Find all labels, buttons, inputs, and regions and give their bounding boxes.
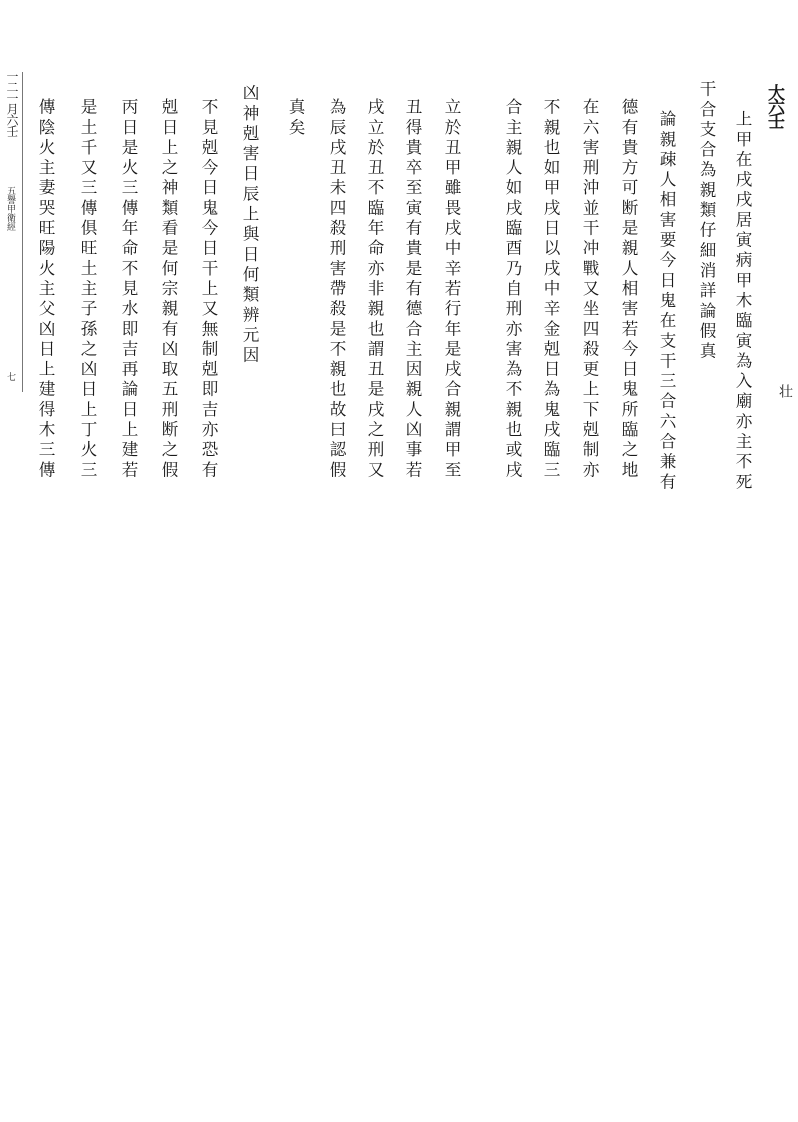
text-column-5: 在六害刑沖並干冲戰又坐四殺更上下剋制亦 [580,98,599,481]
text-column-7: 合主親人如戌臨酉乃自刑亦害為不親也或戌 [503,98,522,481]
text-column-3: 論親疎人相害要今日鬼在支干三合六合兼有 [657,110,676,493]
book-name: 五譽甲衛經 [5,186,15,231]
text-column-12: 真矣 [286,98,305,139]
text-column-6: 不親也如甲戌日以戌中辛金剋日為鬼戌臨三 [541,98,560,481]
margin-rule [22,72,23,392]
text-column-8: 立於丑甲雖畏戌中辛若行年是戌合親謂甲至 [442,98,461,481]
text-column-17: 是土千又三傳俱旺土主子孫之凶日上丁火三 [78,98,97,481]
page-marker: 壮 [777,384,793,398]
text-column-10: 戌立於丑不臨年命亦非親也謂丑是戌之刑又 [365,98,384,481]
text-column-11: 為辰戌丑未四殺刑害帶殺是不親也故曰認假 [327,98,346,481]
text-column-9: 丑得貴卒至寅有貴是有德合主因親人凶事若 [403,98,422,481]
text-column-15: 剋日上之神類看是何宗親有凶取五刑断之假 [159,98,178,481]
book-title: 大六壬 [764,84,784,126]
text-column-4: 德有貴方可断是親人相害若今日鬼所臨之地 [619,98,638,481]
text-column-16: 丙日是火三傳年命不見水即吉再論日上建若 [119,98,138,481]
text-column-14: 不見剋今日鬼今日干上又無制剋即吉亦恐有 [199,98,218,481]
text-column-1: 上甲在戌戌居寅病甲木臨寅為入廟亦主不死 [733,110,752,493]
folio-label: 一二一月六壬 [5,70,19,136]
text-column-18: 傳陰火主妻哭旺陽火主父凶日上建得木三傳 [36,98,55,481]
text-column-13: 凶神剋害日辰上與日何類辨元因 [240,84,259,367]
text-column-2: 干合支合為親類仔細消詳論假真 [697,80,716,363]
page-number: 七 [5,372,15,381]
